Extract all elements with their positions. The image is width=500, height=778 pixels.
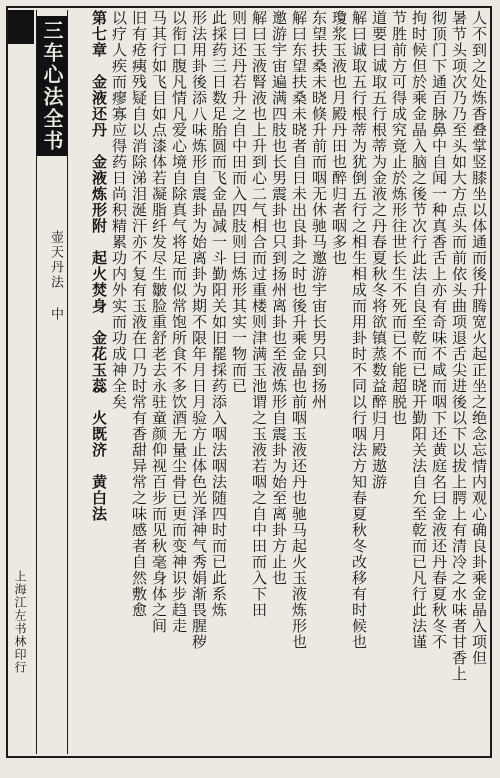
gutter-note: 壶天丹法 中: [48, 230, 63, 322]
text-column: 以疗人疾而瘳寡应得药日尚积精累功内外实而功成神全矣: [110, 10, 128, 410]
text-column: 邀游宇宙遍满四肢也长男震卦也只到扬州离卦也至液炼形自震卦为始至离卦方止也: [270, 10, 288, 586]
chapter-heading-column: 第七章 金液还丹 金液炼形附 起火焚身 金花玉蕊 火既济 黄白法: [90, 10, 108, 522]
text-column: 解曰东望扶桑未晓者自日未出良卦之时也後升乘金晶也前咽玉液还丹也驰马起火玉液炼形也: [290, 10, 308, 650]
text-column: 人不到之处炼香叠掌竖膝坐以体通而後升腾宽火起正坐之绝念忘情内观心确良卦乘金晶入项但: [470, 10, 488, 666]
text-column: 拘时候但於乘金晶入脑之後节次行此法自良至乾而已晓开勤阳关法自允至乾而已凡行此法谨: [410, 10, 428, 650]
text-column: 此採药三日数足胎圆而飞金晶减一斗勤阳关如旧罷採药添入咽法咽法随四时而已此系炼: [210, 10, 228, 618]
gutter: [36, 10, 68, 754]
publisher-imprint: 上海江左书林印行: [13, 570, 27, 674]
text-column: 马其行如飞目如点漆体若凝脂纤发尽生皺脸重舒老去永驻童颜仰视百步而见秋毫身体之间: [150, 10, 168, 634]
text-column: 瓊浆玉液也月殿丹田也醉归者咽多也: [330, 10, 348, 266]
text-column: 以衔口腹凡情凡爱心境自除真气将足而似常饱所食不多饮酒无量尘骨已更而变神识步趋走: [170, 10, 188, 634]
text-column: 解曰诚取五行根蒂为犹倒五行之相生相成而用卦时不同以行咽法方知春夏秋冬改移有时候也: [350, 10, 368, 650]
text-column: 道要曰诚取五行根蒂为金液之丹春夏秋冬将欲镇蒸数益醉归月殿遨游: [370, 10, 388, 490]
text-column: 节胜前方可得成究竟止於炼形往世长生不死而已不能超脱也: [390, 10, 408, 426]
publisher-column: [8, 10, 34, 754]
text-column: 旧有疮痍残疑自以消除涕泪涎汗亦不复有玉液在口乃时常有香甜异常之味感者自然敷愈: [130, 10, 148, 618]
text-column: 则曰还丹若升之自中田而入四肢则曰炼形其实一物而已: [230, 10, 248, 394]
text-column: 东望扶桑未晓倏升前而咽无休驰马邀游宇宙长男只到扬州: [310, 10, 328, 410]
text-column: 彻顶门下通百脉鼻中自闻一种真香舌上亦有奇味不咸而咽下还黄庭名曰金液还丹春夏秋冬不: [430, 10, 448, 650]
text-column: 形法用卦後添八味炼形自震卦为始离卦为期不限年月日月验方止体色光泽神气秀娟渐畏腥秽: [190, 10, 208, 650]
text-column: 暑节头项次乃乃至头如大方点头而前依头曲项退舌尖进後以下以拔上腭上有清冷之水味者甘香上: [450, 10, 468, 682]
corner-block: [8, 10, 34, 44]
book-title-strip: 三车心法全书: [37, 16, 67, 156]
text-column: 解曰玉液腎液也上升到心二气相合而过重楼则津满玉池谓之玉液若咽之自中田而入下田: [250, 10, 268, 618]
text-columns: [74, 10, 488, 754]
